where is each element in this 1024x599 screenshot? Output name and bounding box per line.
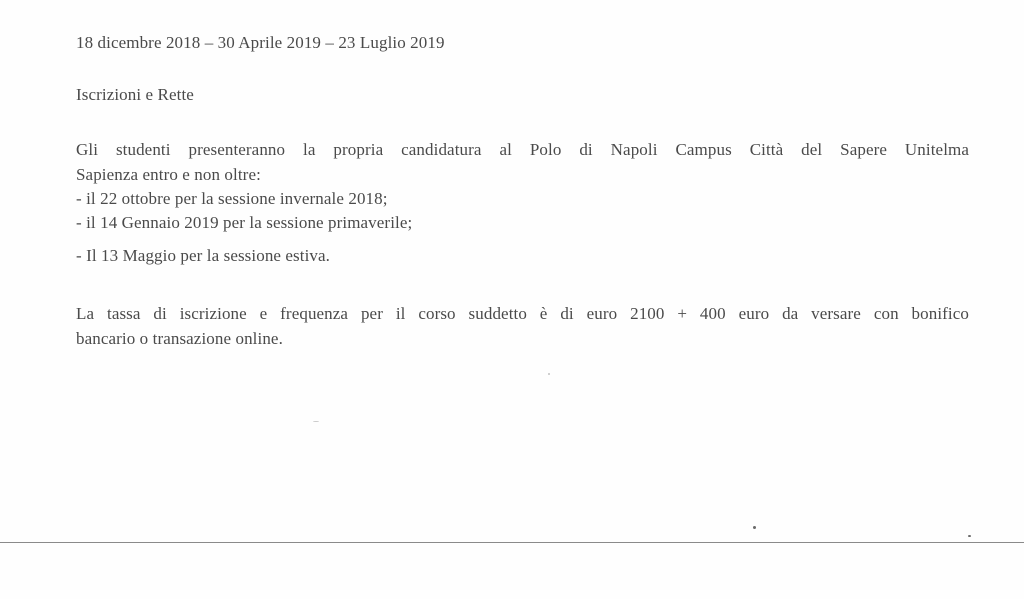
scan-speck bbox=[313, 421, 319, 422]
bottom-rule bbox=[0, 542, 1024, 543]
deadline-item: - il 14 Gennaio 2019 per la sessione primaverile; bbox=[76, 213, 413, 232]
scan-speck bbox=[753, 526, 756, 529]
scan-speck bbox=[548, 373, 550, 375]
deadline-item: - il 22 ottobre per la sessione invernale 2018; bbox=[76, 189, 388, 208]
paragraph1-line2: Sapienza entro e non oltre: bbox=[76, 165, 261, 184]
deadline-item: - Il 13 Maggio per la sessione estiva. bbox=[76, 246, 331, 265]
paragraph2-line1: La tassa di iscrizione e frequenza per il corso suddetto è di euro 2100 + 400 euro da versare con bonifico bbox=[76, 304, 969, 323]
section-title: Iscrizioni e Rette bbox=[76, 85, 194, 104]
paragraph2-line2: bancario o transazione online. bbox=[76, 329, 283, 348]
dates-line: 18 dicembre 2018 – 30 Aprile 2019 – 23 Luglio 2019 bbox=[76, 33, 445, 52]
scan-speck bbox=[968, 535, 971, 537]
paragraph1-line1: Gli studenti presenteranno la propria candidatura al Polo di Napoli Campus Città del Sapere Unitelma bbox=[76, 140, 969, 159]
